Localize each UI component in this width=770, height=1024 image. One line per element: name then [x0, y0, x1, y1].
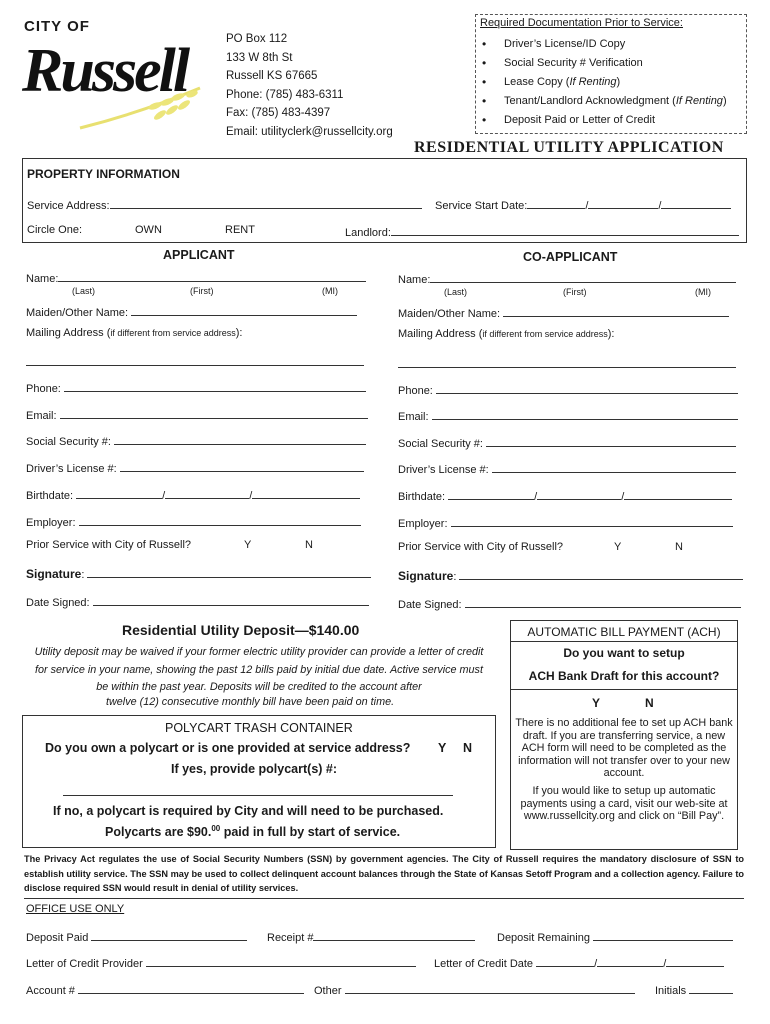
ssn-field[interactable]: Social Security #:	[26, 433, 366, 448]
prior-service-no[interactable]: N	[305, 539, 313, 551]
service-address-field[interactable]: Service Address:	[27, 197, 422, 212]
co-signature-field[interactable]: Signature:	[398, 568, 743, 583]
letter-of-credit-provider-field[interactable]: Letter of Credit Provider	[26, 955, 416, 970]
co-phone-field[interactable]: Phone:	[398, 382, 738, 397]
ach-question-1: Do you want to setup	[563, 646, 685, 660]
required-docs-box	[475, 14, 747, 134]
required-item: • Lease Copy (If Renting)	[480, 76, 727, 95]
address-line: PO Box 112	[226, 33, 288, 45]
ach-title: AUTOMATIC BILL PAYMENT (ACH)	[527, 625, 721, 639]
property-heading: PROPERTY INFORMATION	[27, 167, 180, 181]
required-item: • Driver’s License/ID Copy	[480, 38, 727, 57]
co-ssn-field[interactable]: Social Security #:	[398, 435, 736, 450]
required-docs-list	[480, 38, 727, 133]
polycart-no[interactable]: N	[463, 741, 473, 755]
required-item: • Deposit Paid or Letter of Credit	[480, 114, 727, 133]
co-mailing-address-label: Mailing Address (if different from service address):	[398, 328, 615, 340]
ach-yes[interactable]: Y	[592, 696, 601, 710]
privacy-notice: The Privacy Act regulates the use of Social Security Numbers (SSN) by government agencies. The City of Russell requires the mandatory disclosure of SSN to establish utility service. The SSN may be used to collect delinquent account balances through the State of Kansas Setoff Program and a collection agency. Failure to disclose required SSN would result in denial of utility services.	[24, 854, 744, 893]
polycart-box	[22, 715, 496, 848]
co-maiden-name-field[interactable]: Maiden/Other Name:	[398, 305, 729, 320]
employer-field[interactable]: Employer:	[26, 514, 361, 529]
co-name-last-caption: (Last)	[444, 287, 468, 297]
polycart-required: If no, a polycart is required by City and will need to be purchased.	[53, 804, 444, 818]
birthdate-field[interactable]: Birthdate: / /	[26, 487, 360, 502]
city-address	[226, 30, 393, 141]
name-field[interactable]: Name:	[26, 270, 366, 285]
property-info-box	[22, 158, 747, 243]
account-number-field[interactable]: Account #	[26, 982, 304, 997]
ach-box	[510, 620, 738, 850]
prior-service-yes[interactable]: Y	[244, 539, 252, 551]
address-email: Email: utilityclerk@russellcity.org	[226, 125, 393, 138]
letter-of-credit-date-field[interactable]: Letter of Credit Date / /	[434, 955, 724, 970]
polycart-number-field[interactable]	[63, 784, 453, 799]
co-name-mi-caption: (MI)	[695, 287, 711, 297]
ach-info-text: There is no additional fee to set up ACH bank draft. If you are transferring service, a new ACH form will need to be completed as the information will not transfer over to your new account.	[515, 717, 733, 779]
co-drivers-license-field[interactable]: Driver’s License #:	[398, 461, 736, 476]
applicant-heading: APPLICANT	[163, 248, 235, 262]
address-phone: Phone: (785) 483-6311	[226, 88, 344, 101]
ach-no[interactable]: N	[645, 696, 654, 710]
deposit-remaining-field[interactable]: Deposit Remaining	[497, 929, 733, 944]
circle-one-label: Circle One:	[27, 224, 83, 236]
polycart-provide-label: If yes, provide polycart(s) #:	[171, 762, 338, 776]
prior-service-label: Prior Service with City of Russell?	[26, 539, 192, 551]
ach-question-2: ACH Bank Draft for this account?	[528, 669, 720, 683]
co-email-field[interactable]: Email:	[398, 408, 738, 423]
ach-card-text: If you would like to setup up automatic payments using a card, visit our web-site at www.russellcity.org and click on “Bill Pay”.	[520, 785, 728, 822]
office-use-heading: OFFICE USE ONLY	[26, 903, 125, 915]
co-prior-service-label: Prior Service with City of Russell?	[398, 541, 564, 553]
rent-option[interactable]: RENT	[225, 224, 255, 236]
name-first-caption: (First)	[190, 286, 214, 296]
own-option[interactable]: OWN	[135, 224, 162, 236]
required-item: • Tenant/Landlord Acknowledgment (If Renting)	[480, 95, 727, 114]
name-mi-caption: (MI)	[322, 286, 338, 296]
co-name-field[interactable]: Name:	[398, 271, 736, 286]
city-logo	[20, 18, 205, 143]
deposit-text: Utility deposit may be waived if your former electric utility provider can provide a letter of credit for service in your name, showing the past 12 bills paid by initial due date. Active service must be within the past year. Deposits will be credited to the account after	[34, 646, 484, 693]
service-start-date-field[interactable]: Service Start Date: / /	[435, 197, 731, 212]
required-item: • Social Security # Verification	[480, 57, 727, 76]
address-line: 133 W 8th St	[226, 51, 293, 64]
required-docs-title: Required Documentation Prior to Service:	[480, 17, 683, 29]
receipt-field[interactable]: Receipt #	[267, 929, 475, 944]
email-field[interactable]: Email:	[26, 407, 368, 422]
co-prior-service-no[interactable]: N	[675, 541, 683, 553]
deposit-text-last: twelve (12) consecutive monthly bill have been paid on time.	[106, 696, 395, 708]
initials-field[interactable]: Initials	[655, 982, 733, 997]
mailing-address-field[interactable]	[26, 354, 364, 369]
deposit-title: Residential Utility Deposit—$140.00	[122, 622, 360, 638]
drivers-license-field[interactable]: Driver’s License #:	[26, 460, 364, 475]
address-fax: Fax: (785) 483-4397	[226, 107, 331, 119]
polycart-question: Do you own a polycart or is one provided at service address?	[45, 741, 411, 755]
mailing-address-label: Mailing Address (if different from service address):	[26, 327, 243, 339]
co-mailing-address-field[interactable]	[398, 356, 736, 371]
polycart-yes[interactable]: Y	[438, 741, 447, 755]
phone-field[interactable]: Phone:	[26, 380, 366, 395]
logo-name: Russell	[22, 37, 188, 105]
form-title: RESIDENTIAL UTILITY APPLICATION	[414, 139, 724, 156]
date-signed-field[interactable]: Date Signed:	[26, 594, 369, 609]
landlord-field[interactable]: Landlord:	[345, 224, 739, 239]
co-prior-service-yes[interactable]: Y	[614, 541, 622, 553]
maiden-name-field[interactable]: Maiden/Other Name:	[26, 304, 357, 319]
logo-city-of: CITY OF	[24, 18, 90, 35]
co-employer-field[interactable]: Employer:	[398, 515, 733, 530]
polycart-title: POLYCART TRASH CONTAINER	[165, 721, 353, 735]
address-line: Russell KS 67665	[226, 70, 318, 82]
co-date-signed-field[interactable]: Date Signed:	[398, 596, 741, 611]
co-applicant-heading: CO-APPLICANT	[523, 250, 618, 264]
co-name-first-caption: (First)	[563, 287, 587, 297]
signature-field[interactable]: Signature:	[26, 566, 371, 581]
deposit-paid-field[interactable]: Deposit Paid	[26, 929, 247, 944]
polycart-price: Polycarts are $90.00 paid in full by start of service.	[105, 824, 401, 840]
other-field[interactable]: Other	[314, 982, 635, 997]
name-last-caption: (Last)	[72, 286, 96, 296]
co-birthdate-field[interactable]: Birthdate: / /	[398, 488, 732, 503]
